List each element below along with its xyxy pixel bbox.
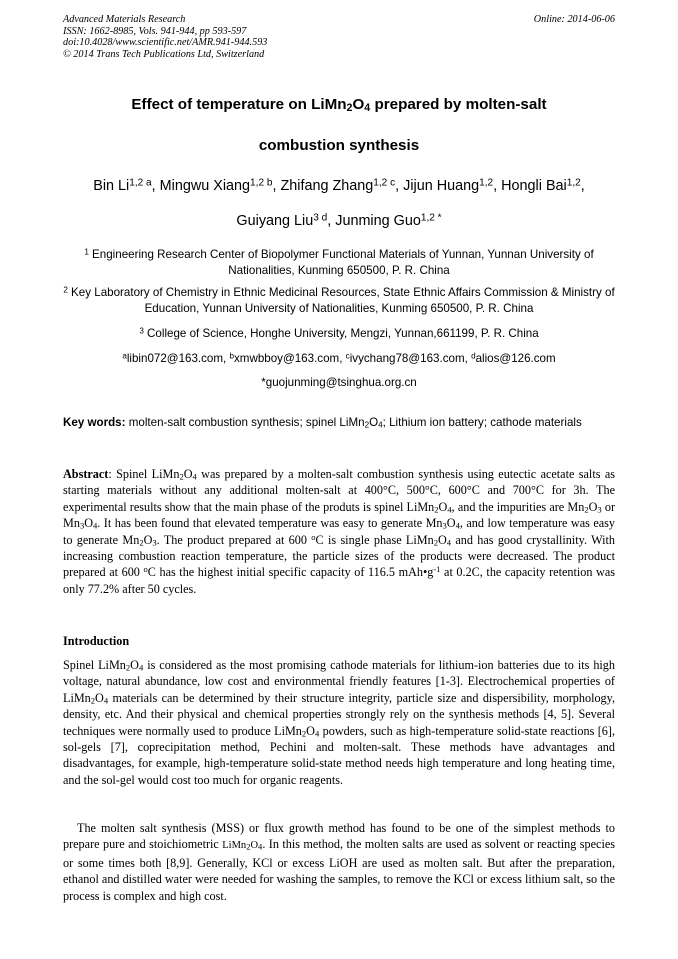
keywords-label: Key words: bbox=[63, 416, 126, 429]
author-name: , Junming Guo bbox=[327, 213, 421, 229]
keywords: Key words: molten-salt combustion synthesis; spinel $LiMn_2O_4$; Lithium ion battery; cathode materials bbox=[63, 416, 582, 430]
paper-title-line2: combustion synthesis bbox=[258, 137, 420, 154]
journal-header bbox=[63, 14, 267, 60]
email-link[interactable]: libin072@163.com, bbox=[126, 352, 230, 365]
author-list-line1: Bin $Li^{1,2 a}$, Mingwu Xiang$^{1,2 b}$, Zhifang Zhang$^{1,2 c}$, Jijun Huang$^{1,2}$, Hongli Bai$^{1,2}$, bbox=[93, 177, 585, 194]
doi-line[interactable]: doi:10.4028/www.scientific.net/AMR.941-944.593 bbox=[63, 37, 268, 49]
copyright-line: © 2014 Trans Tech Publications Ltd, Switzerland bbox=[63, 48, 265, 60]
author-emails: $^a$libin072@163.com, $^b$xmwbboy@163.com, $^c$ivychang78@163.com, $^d$alios@126.com bbox=[122, 351, 556, 365]
abstract-label: Abstract bbox=[63, 467, 109, 481]
issn-line: ISSN: 1662-8985, Vols. 941-944, pp 593-597 bbox=[63, 25, 247, 37]
intro-paragraph-2: The molten salt synthesis (MSS) or flux growth method has found to be one of the simplest methods to prepare pure and stoichiometric $LiMn_2O_4$. In this method, the molten salts are used as solvent or reacting species or some times both [8,9]. Generally, KCl or excess LiOH are used as molten salt. But after the preparation, ethanol and distilled water were needed for washing the samples, to remove the KCl or excess lithium salt, so the process is complex and high cost. bbox=[63, 821, 616, 903]
affiliation-1: $^1$ Engineering Research Center of Biopolymer Functional Materials of Yunnan, Yunnan University of Nationalities, Kunming 650500, P. R. China bbox=[84, 247, 594, 277]
corresponding-email[interactable]: *guojunming@tsinghua.org.cn bbox=[261, 376, 417, 389]
section-heading-introduction: Introduction bbox=[63, 634, 130, 648]
author-name: , Mingwu Xiang bbox=[151, 178, 251, 194]
author-name: , Zhifang Zhang bbox=[272, 178, 374, 194]
affiliation-3: $^3$ College of Science, Honghe University, Mengzi, Yunnan,661199, P. R. China bbox=[139, 326, 539, 340]
paper-title-line1: Effect of temperature on $LiMn_2O_4$ prepared by molten-salt bbox=[131, 96, 547, 115]
email-link[interactable]: xmwbboy@163.com, bbox=[234, 352, 346, 365]
email-link[interactable]: alios@126.com bbox=[475, 352, 556, 365]
author-name: Bin Li bbox=[93, 178, 130, 194]
online-date: Online: 2014-06-06 bbox=[533, 14, 615, 25]
author-name: , Jijun Huang bbox=[395, 178, 480, 194]
abstract: Abstract: Spinel $LiMn_2O_4$ was prepared by a molten-salt combustion synthesis using eutectic acetate salts as starting materials without any additional molten-salt at 400°C, 500°C, 600°C and 700°C for 3h. The experimental results show that the main phase of the produts is spinel $LiMn_2O_4$, and the impurities are $Mn_2O_3$ or $Mn_3O_4$. It has been found that elevated temperature was easy to generate $Mn_3O_4$, and low temperature was easy to generate $Mn_2O_3$. The product prepared at 600 $^o$C is single phase $LiMn_2O_4$ and has good crystallinity. With increasing combustion reaction temperature, the particle sizes of the products were decreased. The product prepared at 600 $^o$C has the highest initial specific capacity of 116.5 $mAh•g^{-1}$ at 0.2C, the capacity retention was only 77.2% after 50 cycles. bbox=[63, 467, 616, 596]
email-link[interactable]: ivychang78@163.com, bbox=[349, 352, 472, 365]
affiliation-2: $^2$ Key Laboratory of Chemistry in Ethnic Medicinal Resources, State Ethnic Affairs Commission & Ministry of Education, Yunnan University of Nationalities, Kunming 650500, P. R. China bbox=[63, 285, 615, 315]
journal-name: Advanced Materials Research bbox=[63, 14, 186, 25]
author-list-line2: Guiyang Liu$^{3 d}$, Junming Guo$^{1,2 *}$ bbox=[236, 212, 442, 229]
author-name: Guiyang Liu bbox=[236, 213, 314, 229]
intro-paragraph-1: Spinel $LiMn_2O_4$ is considered as the most promising cathode materials for lithium-ion batteries due to its high voltage, natural abundance, low cost and environmental friendly features [1-3]. Electrochemical properties of $LiMn_2O_4$ materials can be determined by their structure integrity, particle size and dispersibility, morphology, density, etc. And their physical and chemical properties strongly rely on the synthesis methods [4, 5]. Several techniques were normally used to produce $LiMn_2O_4$ powders, such as high-temperature solid-state reactions [6], sol-gels [7], coprecipitation method, Pechini and molten-salt. These methods have advantages and disadvantages, for example, high-temperature solid-state method needs high temperature and long heating time, and the sol-gel would cost too much for organic reagents. bbox=[63, 658, 615, 787]
author-name: , Hongli Bai bbox=[493, 178, 567, 194]
